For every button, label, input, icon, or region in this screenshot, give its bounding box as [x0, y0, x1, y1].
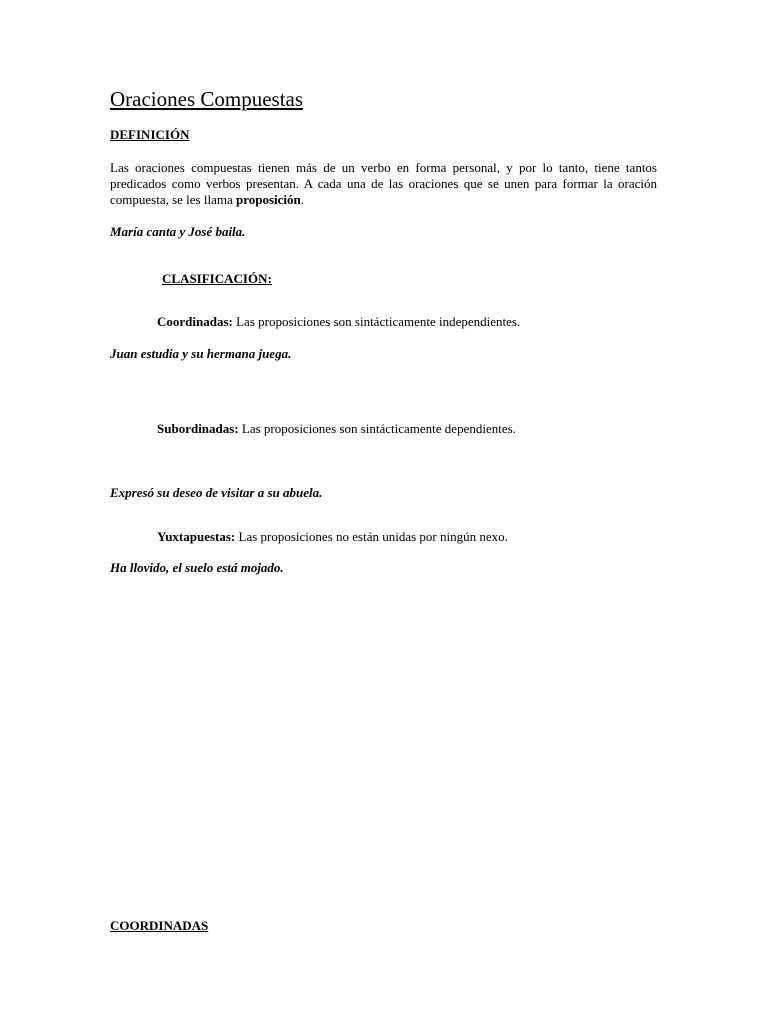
classification-item-subordinadas	[157, 421, 516, 437]
coordinadas-section-heading: COORDINADAS	[110, 918, 209, 933]
item-term: Yuxtapuestas:	[157, 529, 236, 544]
definition-paragraph-text: Las oraciones compuestas tienen más de un verbo en forma personal, y por lo tanto, tiene tantos predicados como verbos presentan. A cada una de las oraciones que se unen para formar la oración compuesta, se les llama	[110, 160, 657, 207]
definition-heading: DEFINICIÓN	[110, 127, 190, 142]
definition-paragraph-term: proposición	[236, 192, 301, 207]
example-yuxtapuestas: Ha llovido, el suelo está mojado.	[110, 560, 284, 575]
document-title: Oraciones Compuestas	[110, 87, 304, 111]
definition-paragraph	[110, 160, 657, 208]
item-description: Las proposiciones no están unidas por ningún nexo.	[235, 529, 508, 544]
example-subordinadas: Expresó su deseo de visitar a su abuela.	[110, 485, 323, 500]
example-coordinadas: Juan estudia y su hermana juega.	[110, 346, 292, 361]
item-term: Coordinadas:	[157, 314, 233, 329]
definition-example: María canta y José baila.	[110, 224, 246, 239]
classification-item-yuxtapuestas	[157, 529, 508, 545]
classification-item-coordinadas	[157, 314, 520, 330]
item-description: Las proposiciones son sintácticamente independientes.	[232, 314, 521, 329]
classification-heading: CLASIFICACIÓN:	[162, 271, 272, 286]
item-term: Subordinadas:	[157, 421, 239, 436]
item-description: Las proposiciones son sintácticamente dependientes.	[238, 421, 516, 436]
definition-paragraph-end: .	[300, 192, 305, 207]
